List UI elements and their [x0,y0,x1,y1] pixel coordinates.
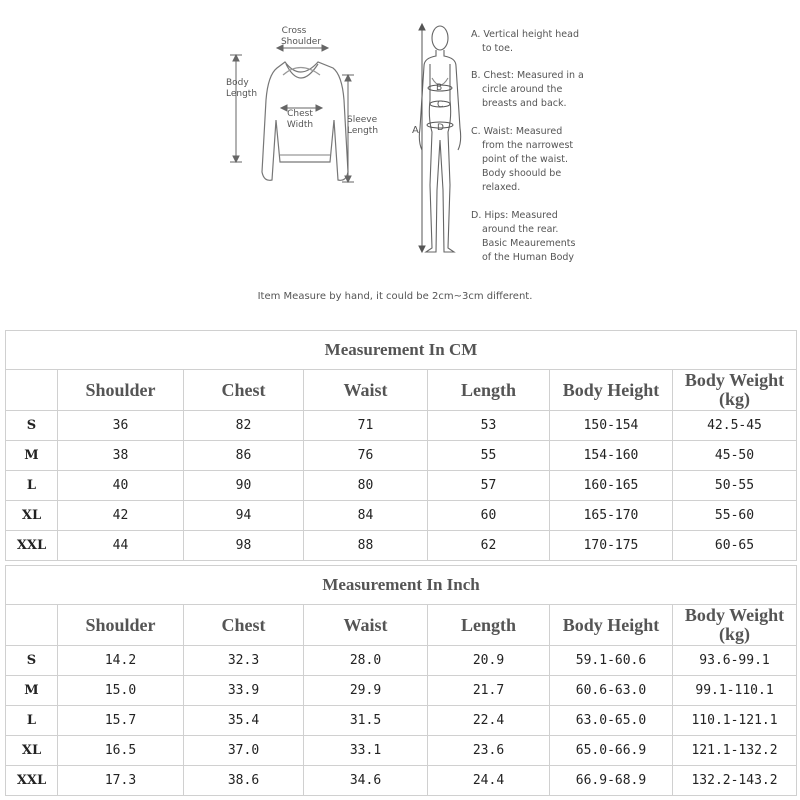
legend-c-line2: from the narrowest [482,140,574,151]
table-title-cm: Measurement In CM [6,331,797,370]
cross-shoulder-label-line1: Cross [281,26,307,36]
body-length-label-line2: Length [226,89,258,99]
size-cell: S [6,411,58,441]
length-cell: 22.4 [428,706,550,736]
body-figure-illustration [419,26,460,252]
body-height-cell: 170-175 [550,531,673,561]
table-row [6,531,797,561]
measurement-diagram [0,0,800,320]
shoulder-cell: 42 [58,501,184,531]
shoulder-cell: 40 [58,471,184,501]
legend-d-line3: Basic Meaurements [482,238,576,249]
body-weight-cell: 55-60 [673,501,797,531]
chest-cell: 37.0 [184,736,304,766]
shoulder-cell: 17.3 [58,766,184,796]
table-row [6,471,797,501]
size-cell: XL [6,501,58,531]
size-table-cm [5,330,797,561]
table-row [6,646,797,676]
size-cell: XXL [6,766,58,796]
body-height-cell: 160-165 [550,471,673,501]
legend-c-line4: Body shoould be [482,168,562,179]
shoulder-cell: 44 [58,531,184,561]
body-weight-cell: 50-55 [673,471,797,501]
table-row [6,676,797,706]
body-height-cell: 154-160 [550,441,673,471]
length-cell: 62 [428,531,550,561]
header-waist: Waist [304,370,428,411]
chest-cell: 86 [184,441,304,471]
size-cell: L [6,706,58,736]
length-cell: 57 [428,471,550,501]
table-header-row [6,605,797,646]
shoulder-cell: 14.2 [58,646,184,676]
body-height-cell: 60.6-63.0 [550,676,673,706]
legend-b-line3: breasts and back. [482,98,567,109]
waist-cell: 84 [304,501,428,531]
header-shoulder: Shoulder [58,605,184,646]
header-body-height: Body Height [550,605,673,646]
chest-cell: 35.4 [184,706,304,736]
legend-d-line1: D. Hips: Measured [471,210,558,221]
shoulder-cell: 15.0 [58,676,184,706]
legend-c-line3: point of the waist. [482,154,568,165]
waist-cell: 31.5 [304,706,428,736]
body-weight-cell: 99.1-110.1 [673,676,797,706]
size-cell: L [6,471,58,501]
table-row [6,736,797,766]
legend-b-line1: B. Chest: Measured in a [471,70,584,81]
legend-d-line2: around the rear. [482,224,559,235]
header-body-height: Body Height [550,370,673,411]
waist-cell: 80 [304,471,428,501]
body-height-cell: 165-170 [550,501,673,531]
length-cell: 20.9 [428,646,550,676]
sleeve-length-label-line2: Length [347,126,379,136]
length-cell: 23.6 [428,736,550,766]
chest-width-label-line1: Chest [287,109,313,119]
length-cell: 60 [428,501,550,531]
header-body-weight: Body Weight (kg) [673,605,797,646]
table-header-row [6,370,797,411]
shoulder-cell: 15.7 [58,706,184,736]
sleeve-length-label-line1: Sleeve [347,115,378,125]
shoulder-cell: 16.5 [58,736,184,766]
header-size [6,605,58,646]
waist-cell: 88 [304,531,428,561]
waist-cell: 71 [304,411,428,441]
size-cell: XXL [6,531,58,561]
marker-a: A [412,125,419,136]
chest-width-label-line2: Width [286,120,314,130]
length-cell: 53 [428,411,550,441]
chest-cell: 82 [184,411,304,441]
cross-shoulder-label-line2: Shoulder [280,37,322,47]
size-cell: XL [6,736,58,766]
table-row [6,706,797,736]
header-size [6,370,58,411]
body-length-label-line1: Body [226,78,249,88]
size-table-inch [5,565,797,796]
legend-b-line2: circle around the [482,84,563,95]
marker-d: D [437,123,444,133]
table-row [6,411,797,441]
shoulder-cell: 36 [58,411,184,441]
length-cell: 21.7 [428,676,550,706]
body-height-cell: 59.1-60.6 [550,646,673,676]
table-row [6,766,797,796]
waist-cell: 33.1 [304,736,428,766]
size-cell: S [6,646,58,676]
chest-cell: 90 [184,471,304,501]
header-body-weight: Body Weight (kg) [673,370,797,411]
shoulder-cell: 38 [58,441,184,471]
marker-b: B [436,83,443,93]
marker-c: C [437,100,444,110]
body-height-cell: 150-154 [550,411,673,441]
header-length: Length [428,370,550,411]
table-title-inch: Measurement In Inch [6,566,797,605]
body-height-cell: 65.0-66.9 [550,736,673,766]
legend-a-line1: A. Vertical height head [471,29,579,40]
waist-cell: 28.0 [304,646,428,676]
body-weight-cell: 110.1-121.1 [673,706,797,736]
body-weight-cell: 121.1-132.2 [673,736,797,766]
waist-cell: 76 [304,441,428,471]
legend-c-line1: C. Waist: Measured [471,126,563,137]
table-row [6,501,797,531]
chest-cell: 94 [184,501,304,531]
body-weight-cell: 132.2-143.2 [673,766,797,796]
header-chest: Chest [184,605,304,646]
body-weight-cell: 60-65 [673,531,797,561]
body-height-cell: 66.9-68.9 [550,766,673,796]
size-cell: M [6,676,58,706]
legend-c-line5: relaxed. [482,182,521,193]
table-row [6,441,797,471]
body-weight-cell: 93.6-99.1 [673,646,797,676]
header-waist: Waist [304,605,428,646]
chest-cell: 33.9 [184,676,304,706]
header-chest: Chest [184,370,304,411]
size-cell: M [6,441,58,471]
header-length: Length [428,605,550,646]
waist-cell: 29.9 [304,676,428,706]
chest-cell: 98 [184,531,304,561]
measurement-note: Item Measure by hand, it could be 2cm~3cm different. [257,291,533,302]
legend-d-line4: of the Human Body [482,252,575,263]
header-shoulder: Shoulder [58,370,184,411]
length-cell: 24.4 [428,766,550,796]
chest-cell: 32.3 [184,646,304,676]
length-cell: 55 [428,441,550,471]
body-weight-cell: 45-50 [673,441,797,471]
legend-a-line2: to toe. [482,43,513,54]
body-weight-cell: 42.5-45 [673,411,797,441]
waist-cell: 34.6 [304,766,428,796]
chest-cell: 38.6 [184,766,304,796]
body-height-cell: 63.0-65.0 [550,706,673,736]
